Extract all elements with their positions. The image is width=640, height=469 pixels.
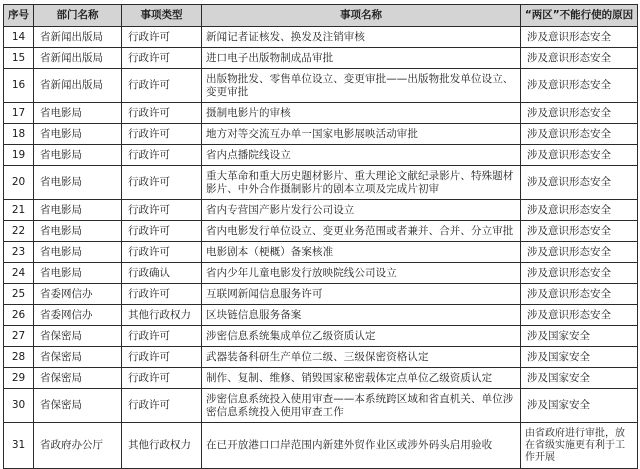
- type-cell: 行政许可: [122, 48, 202, 69]
- reason-cell: 涉及意识形态安全: [521, 166, 638, 200]
- header-no: 序号: [4, 5, 34, 27]
- reason-cell: 涉及意识形态安全: [521, 69, 638, 103]
- reason-cell: 涉及意识形态安全: [521, 124, 638, 145]
- type-cell: 行政许可: [122, 284, 202, 305]
- item-name-cell: 重大革命和重大历史题材影片、重大理论文献纪录影片、特殊题材影片、中外合作摄制影片的剧本立项及完成片初审: [202, 166, 521, 200]
- item-name-cell: 进口电子出版物制成品审批: [202, 48, 521, 69]
- reason-cell: 涉及国家安全: [521, 326, 638, 347]
- dept-cell: 省委网信办: [34, 305, 122, 326]
- type-cell: 行政许可: [122, 326, 202, 347]
- dept-cell: 省保密局: [34, 347, 122, 368]
- reason-cell: 涉及意识形态安全: [521, 145, 638, 166]
- type-cell: 行政许可: [122, 389, 202, 423]
- dept-cell: 省电影局: [34, 103, 122, 124]
- table-row: [4, 263, 638, 284]
- type-cell: 行政许可: [122, 69, 202, 103]
- type-cell: 行政许可: [122, 27, 202, 48]
- table-row: [4, 48, 638, 69]
- row-number: 31: [4, 423, 34, 469]
- table-row: [4, 69, 638, 103]
- row-number: 17: [4, 103, 34, 124]
- table-header-row: [4, 5, 638, 27]
- row-number: 23: [4, 242, 34, 263]
- type-cell: 其他行政权力: [122, 423, 202, 469]
- dept-cell: 省新闻出版局: [34, 27, 122, 48]
- table-row: [4, 27, 638, 48]
- items-table: [3, 4, 638, 469]
- type-cell: 行政许可: [122, 200, 202, 221]
- row-number: 22: [4, 221, 34, 242]
- row-number: 20: [4, 166, 34, 200]
- dept-cell: 省委网信办: [34, 284, 122, 305]
- reason-cell: 涉及意识形态安全: [521, 242, 638, 263]
- dept-cell: 省保密局: [34, 326, 122, 347]
- row-number: 27: [4, 326, 34, 347]
- item-name-cell: 武器装备科研生产单位二级、三级保密资格认定: [202, 347, 521, 368]
- row-number: 14: [4, 27, 34, 48]
- row-number: 28: [4, 347, 34, 368]
- type-cell: 行政许可: [122, 221, 202, 242]
- reason-cell: 涉及国家安全: [521, 368, 638, 389]
- header-type: 事项类型: [122, 5, 202, 27]
- header-reason: “两区”不能行使的原因: [521, 5, 638, 27]
- type-cell: 行政许可: [122, 145, 202, 166]
- row-number: 26: [4, 305, 34, 326]
- item-name-cell: 区块链信息服务备案: [202, 305, 521, 326]
- row-number: 15: [4, 48, 34, 69]
- row-number: 25: [4, 284, 34, 305]
- table-row: [4, 389, 638, 423]
- item-name-cell: 省内专营国产影片发行公司设立: [202, 200, 521, 221]
- table-row: [4, 305, 638, 326]
- type-cell: 行政许可: [122, 124, 202, 145]
- reason-cell: 涉及意识形态安全: [521, 200, 638, 221]
- type-cell: 行政许可: [122, 166, 202, 200]
- dept-cell: 省新闻出版局: [34, 69, 122, 103]
- document-sheet: [3, 4, 637, 463]
- item-name-cell: 涉密信息系统集成单位乙级资质认定: [202, 326, 521, 347]
- table-row: [4, 326, 638, 347]
- reason-cell: 涉及国家安全: [521, 389, 638, 423]
- table-row: [4, 145, 638, 166]
- dept-cell: 省电影局: [34, 242, 122, 263]
- row-number: 30: [4, 389, 34, 423]
- reason-cell: 涉及国家安全: [521, 347, 638, 368]
- type-cell: 行政许可: [122, 368, 202, 389]
- table-row: [4, 221, 638, 242]
- table-row: [4, 200, 638, 221]
- reason-cell: 涉及意识形态安全: [521, 221, 638, 242]
- dept-cell: 省保密局: [34, 368, 122, 389]
- type-cell: 其他行政权力: [122, 305, 202, 326]
- reason-cell: 涉及意识形态安全: [521, 263, 638, 284]
- row-number: 24: [4, 263, 34, 284]
- table-row: [4, 124, 638, 145]
- reason-cell: 涉及意识形态安全: [521, 48, 638, 69]
- row-number: 21: [4, 200, 34, 221]
- table-row: [4, 347, 638, 368]
- dept-cell: 省保密局: [34, 389, 122, 423]
- item-name-cell: 省内少年儿童电影发行放映院线公司设立: [202, 263, 521, 284]
- dept-cell: 省电影局: [34, 221, 122, 242]
- item-name-cell: 制作、复制、维修、销毁国家秘密载体定点单位乙级资质认定: [202, 368, 521, 389]
- table-row: [4, 166, 638, 200]
- header-dept: 部门名称: [34, 5, 122, 27]
- item-name-cell: 涉密信息系统投入使用审查——本系统跨区域和省直机关、单位涉密信息系统投入使用审查工作: [202, 389, 521, 423]
- type-cell: 行政许可: [122, 103, 202, 124]
- type-cell: 行政确认: [122, 263, 202, 284]
- table-row: [4, 284, 638, 305]
- type-cell: 行政许可: [122, 347, 202, 368]
- header-name: 事项名称: [202, 5, 521, 27]
- reason-cell: 涉及意识形态安全: [521, 305, 638, 326]
- item-name-cell: 省内电影发行单位设立、变更业务范围或者兼并、合并、分立审批: [202, 221, 521, 242]
- dept-cell: 省电影局: [34, 124, 122, 145]
- item-name-cell: 地方对等交流互办单一国家电影展映活动审批: [202, 124, 521, 145]
- table-row: [4, 103, 638, 124]
- table-body: [4, 27, 638, 469]
- item-name-cell: 摄制电影片的审核: [202, 103, 521, 124]
- dept-cell: 省电影局: [34, 200, 122, 221]
- type-cell: 行政许可: [122, 242, 202, 263]
- row-number: 29: [4, 368, 34, 389]
- reason-cell: 涉及意识形态安全: [521, 27, 638, 48]
- item-name-cell: 新闻记者证核发、换发及注销审核: [202, 27, 521, 48]
- dept-cell: 省政府办公厅: [34, 423, 122, 469]
- row-number: 16: [4, 69, 34, 103]
- row-number: 18: [4, 124, 34, 145]
- item-name-cell: 互联网新闻信息服务许可: [202, 284, 521, 305]
- item-name-cell: 在已开放港口口岸范围内新建外贸作业区或涉外码头启用验收: [202, 423, 521, 469]
- reason-cell: 涉及意识形态安全: [521, 103, 638, 124]
- reason-cell: 涉及意识形态安全: [521, 284, 638, 305]
- item-name-cell: 出版物批发、零售单位设立、变更审批——出版物批发单位设立、变更审批: [202, 69, 521, 103]
- row-number: 19: [4, 145, 34, 166]
- item-name-cell: 省内点播院线设立: [202, 145, 521, 166]
- table-row: [4, 423, 638, 469]
- reason-cell: 由省政府进行审批，放在省级实施更有利于工作开展: [521, 423, 638, 469]
- table-row: [4, 242, 638, 263]
- dept-cell: 省新闻出版局: [34, 48, 122, 69]
- table-row: [4, 368, 638, 389]
- dept-cell: 省电影局: [34, 145, 122, 166]
- item-name-cell: 电影剧本（梗概）备案核准: [202, 242, 521, 263]
- dept-cell: 省电影局: [34, 166, 122, 200]
- dept-cell: 省电影局: [34, 263, 122, 284]
